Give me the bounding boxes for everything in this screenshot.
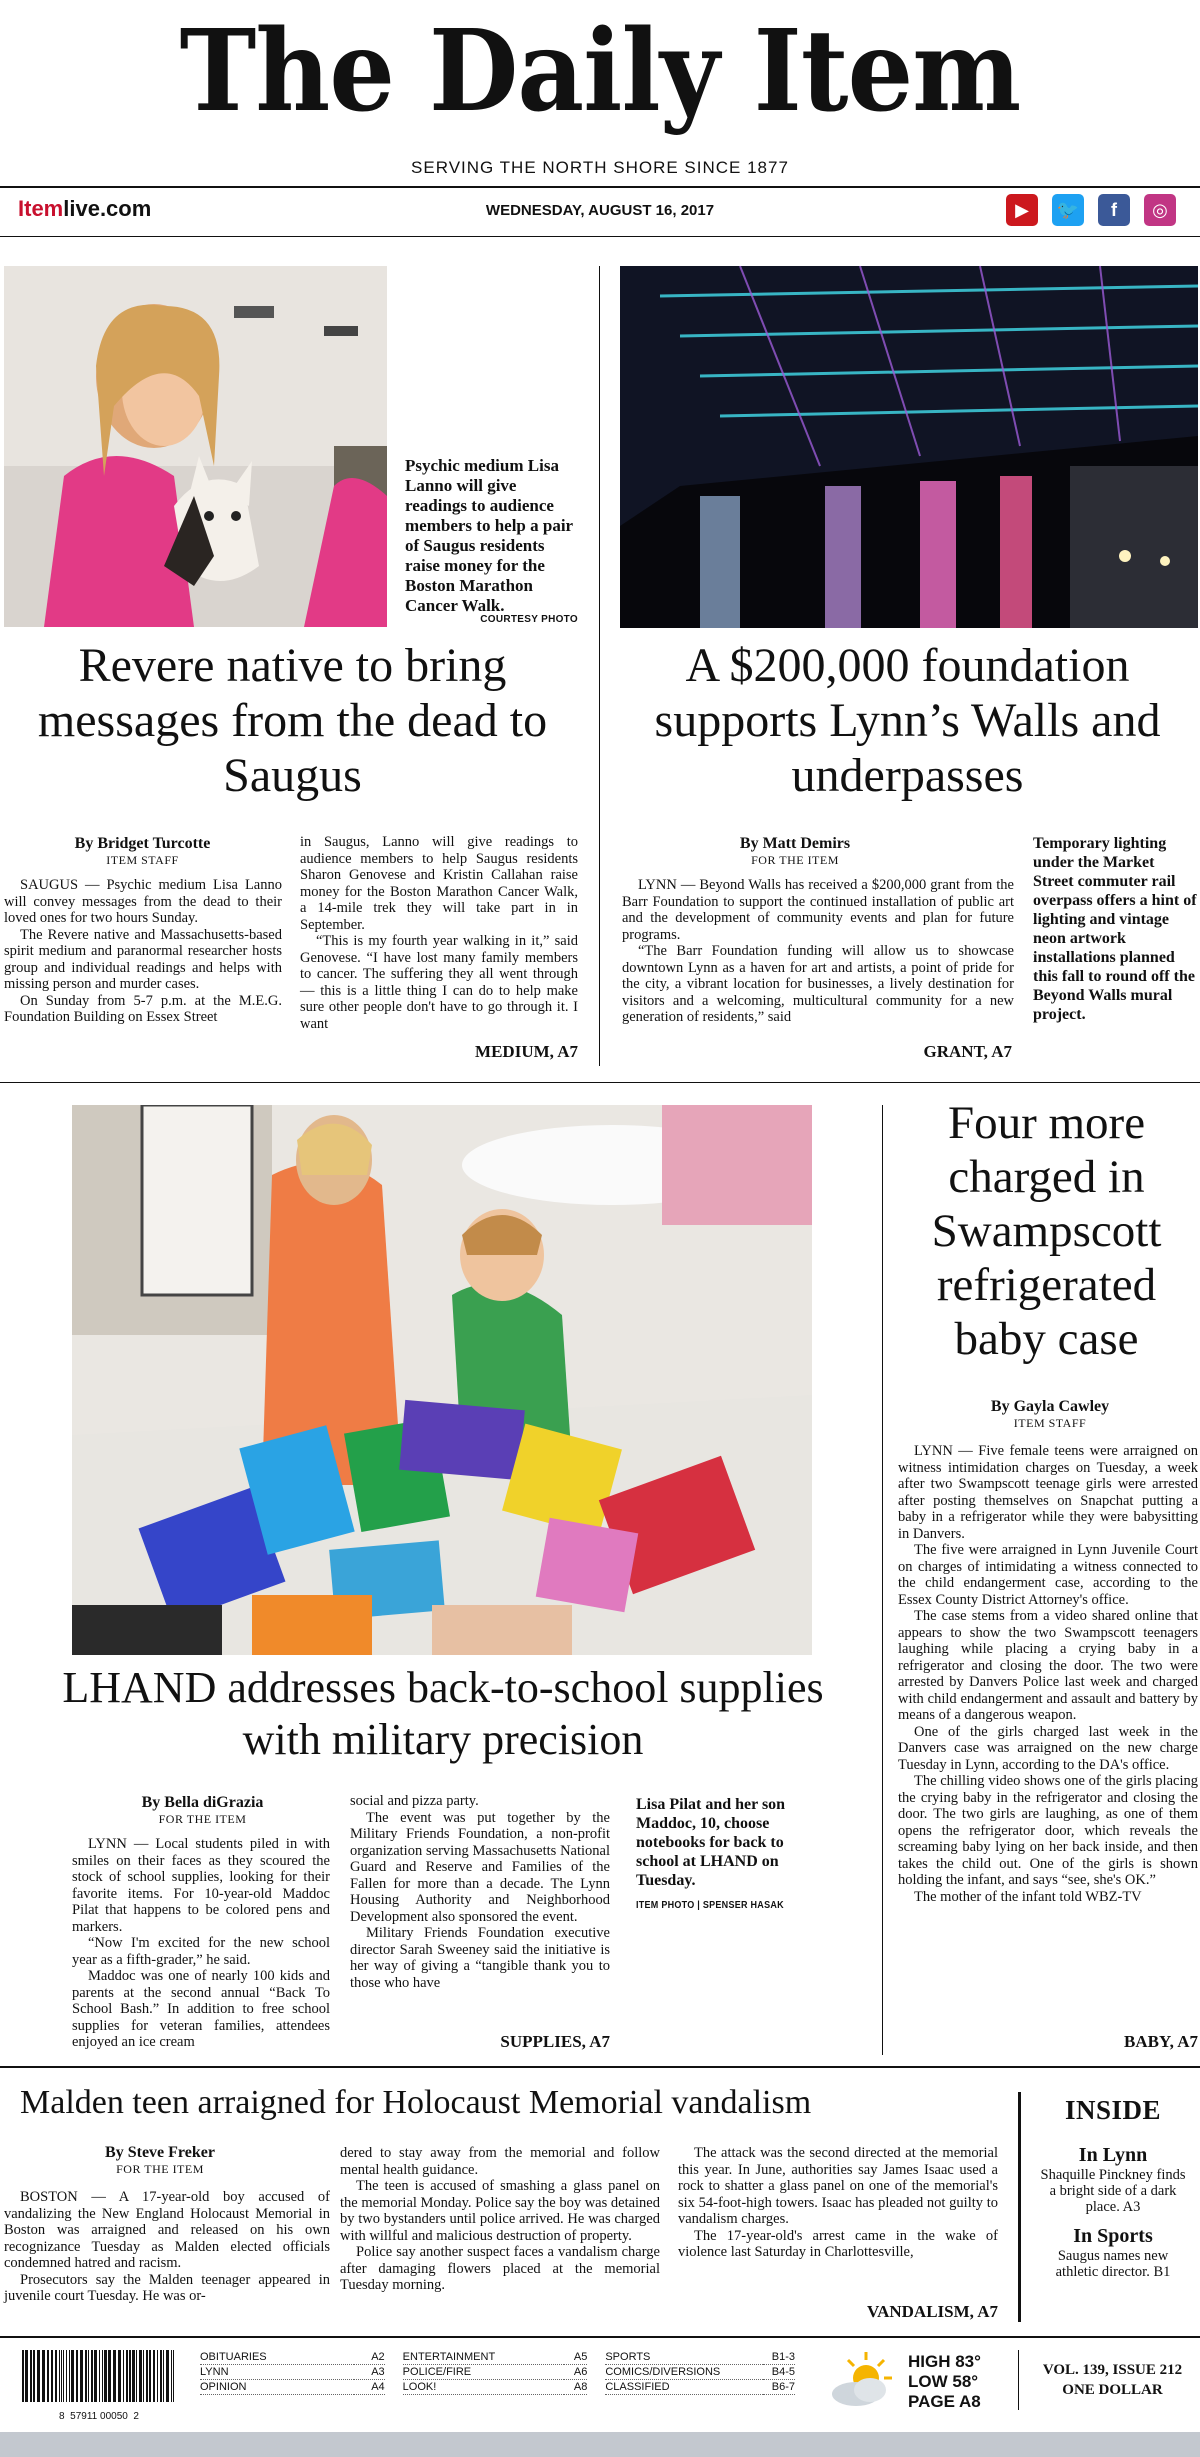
- barcode-bar: [85, 2350, 87, 2402]
- newspaper-title: The Daily Item: [179, 6, 1021, 137]
- barcode-bar: [88, 2350, 89, 2402]
- barcode-bar: [91, 2350, 93, 2402]
- index-entry[interactable]: [200, 2365, 385, 2380]
- paragraph: The 17-year-old's arrest came in the wake of violence last Saturday in Charlottesville,: [678, 2227, 998, 2260]
- barcode-bar: [69, 2350, 70, 2402]
- author-role: FOR THE ITEM: [751, 853, 839, 867]
- index-label: ENTERTAINMENT: [403, 2350, 564, 2365]
- author-name: By Gayla Cawley: [990, 1398, 1110, 1415]
- index-page: A8: [564, 2380, 587, 2395]
- section-rule: [0, 2066, 1200, 2068]
- paragraph: social and pizza party.: [350, 1793, 479, 1809]
- inside-panel: [1030, 2095, 1196, 2280]
- index-entry[interactable]: [403, 2350, 588, 2365]
- author-role: FOR THE ITEM: [116, 2162, 204, 2176]
- swampscott-headline[interactable]: Four more charged in Swampscott refrigerated baby case: [931, 1097, 1162, 1365]
- barcode-bar: [104, 2350, 107, 2402]
- site-suffix: live.com: [63, 196, 152, 221]
- psychic-medium-photo: [4, 266, 387, 627]
- story4-body: [898, 1443, 1198, 1905]
- dateline: WEDNESDAY, AUGUST 16, 2017: [485, 202, 715, 219]
- paragraph: dered to stay away from the memorial and follow mental health guidance.: [340, 2145, 660, 2178]
- index-page: A6: [564, 2365, 587, 2380]
- barcode-image: [20, 2350, 178, 2406]
- price: ONE DOLLAR: [1062, 2382, 1163, 2398]
- inside-divider: [1018, 2092, 1021, 2322]
- index-label: LYNN: [200, 2365, 354, 2380]
- paragraph: On Sunday from 5-7 p.m. at the M.E.G. Foundation Building on Essex Street: [4, 992, 282, 1025]
- weather-high: HIGH 83°: [908, 2352, 981, 2371]
- grant-jump-link[interactable]: GRANT, A7: [923, 1042, 1012, 1061]
- facebook-icon[interactable]: f: [1098, 194, 1130, 226]
- paragraph: The chilling video shows one of the girls placing the crying baby in the refrigerator and closing the door. The two girls are laughing, as one of them opens the refrigerator door, which reveals the screaming baby lying on her back inside, and then takes the child out. One of the girls is shown holding the infant, and says “see, she's OK.”: [898, 1773, 1198, 1888]
- inside-section-lynn[interactable]: In Lynn: [1078, 2144, 1148, 2166]
- barcode-bar: [146, 2350, 148, 2402]
- author-role: ITEM STAFF: [1013, 1416, 1087, 1430]
- barcode-bar: [94, 2350, 97, 2402]
- story1-column-2: [300, 834, 578, 1032]
- author-role: FOR THE ITEM: [158, 1812, 247, 1826]
- index-entry[interactable]: [605, 2365, 795, 2380]
- index-column: [200, 2350, 385, 2395]
- lhand-headline[interactable]: LHAND addresses back-to-school supplies with military precision: [62, 1663, 824, 1764]
- barcode-bar: [173, 2350, 174, 2402]
- paragraph: The five were arraigned in Lynn Juvenile Court on charges of intimidating a witness connected to the child endangerment case, according to the Essex County District Attorney's office.: [898, 1542, 1198, 1608]
- supplies-photo-credit: ITEM PHOTO | SPENSER HASAK: [636, 1900, 784, 1911]
- index-page: A2: [354, 2350, 385, 2365]
- psychic-photo-credit: COURTESY PHOTO: [480, 614, 578, 625]
- foundation-headline[interactable]: A $200,000 foundation supports Lynn’s Walls and underpasses: [654, 639, 1161, 802]
- barcode-bar: [123, 2350, 124, 2402]
- index-label: POLICE/FIRE: [403, 2365, 564, 2380]
- story3-column-2: [350, 1793, 610, 1991]
- author-role: ITEM STAFF: [106, 853, 179, 867]
- barcode: [20, 2350, 178, 2422]
- barcode-bar: [126, 2350, 128, 2402]
- story4-byline: [900, 1398, 1200, 1432]
- story2-byline: [640, 835, 950, 869]
- instagram-icon[interactable]: ◎: [1144, 194, 1176, 226]
- malden-headline[interactable]: Malden teen arraigned for Holocaust Memorial vandalism: [20, 2084, 812, 2121]
- paragraph: The attack was the second directed at the memorial this year. In June, authorities say James Isaac used a rock to shatter a glass panel on one of the memorial's six 54-foot-high towers. Isaac has pleaded not guilty to vandalism charges.: [678, 2145, 998, 2227]
- paragraph: in Saugus, Lanno will give readings to audience members to help Saugus residents Sharon Genovese and Kristin Callahan raise money for the Boston Marathon Cancer Walk, a 14-mile trek they will take part in in September.: [300, 834, 578, 933]
- weather-page[interactable]: PAGE A8: [908, 2392, 981, 2411]
- barcode-bar: [47, 2350, 49, 2402]
- paragraph: Police say another suspect faces a vandalism charge after damaging flowers placed at the memorial Tuesday morning.: [340, 2244, 660, 2293]
- barcode-bar: [118, 2350, 121, 2402]
- psychic-photo-caption: Psychic medium Lisa Lanno will give readings to audience members to help a pair of Saugus residents raise money for the Boston Marathon Cancer Walk.: [405, 456, 573, 615]
- index-label: OPINION: [200, 2380, 354, 2395]
- masthead-rule-bottom: [0, 236, 1200, 237]
- index-label: LOOK!: [403, 2380, 564, 2395]
- barcode-bar: [22, 2350, 24, 2402]
- index-page: A5: [564, 2350, 587, 2365]
- paragraph: Prosecutors say the Malden teenager appeared in juvenile court Tuesday. He was or-: [4, 2271, 330, 2304]
- twitter-icon[interactable]: 🐦: [1052, 194, 1084, 226]
- barcode-bar: [76, 2350, 78, 2402]
- underpass-lighting-photo: [620, 266, 1198, 628]
- barcode-bar: [113, 2350, 116, 2402]
- paragraph: “The Barr Foundation funding will allow us to showcase downtown Lynn as a haven for art and artists, a point of pride for the city, a vibrant location for businesses, a lively destination for visitors and a welcoming, multicultural community for a new generation of residents,” said: [622, 943, 1014, 1025]
- barcode-bar: [37, 2350, 40, 2402]
- inside-section-sports[interactable]: In Sports: [1073, 2225, 1153, 2247]
- barcode-bar: [157, 2350, 158, 2402]
- barcode-bar: [33, 2350, 35, 2402]
- story1-byline: [10, 835, 275, 869]
- weather-low: LOW 58°: [908, 2372, 979, 2391]
- story2-body: [622, 877, 1014, 1026]
- index-page: A4: [354, 2380, 385, 2395]
- barcode-bar: [108, 2350, 111, 2402]
- story5-column-1: [4, 2189, 330, 2305]
- barcode-bar: [153, 2350, 155, 2402]
- paragraph: The case stems from a video shared online that appears to show the two Swampscott teenagers laughing while placing a crying baby in a refrigerator and closing the door. The two were arrested by Danvers Police last week and charged with child endangerment and assault and battery by means of a dangerous weapon.: [898, 1608, 1198, 1723]
- index-column: [605, 2350, 795, 2395]
- barcode-number: 8 57911 00050 2: [59, 2411, 139, 2422]
- medium-jump-link[interactable]: MEDIUM, A7: [475, 1042, 578, 1061]
- barcode-bar: [139, 2350, 142, 2402]
- barcode-bar: [136, 2350, 137, 2402]
- index-entry[interactable]: [403, 2380, 588, 2395]
- barcode-bar: [25, 2350, 28, 2402]
- paragraph: Military Friends Foundation executive director Sarah Sweeney said the initiative is her way of giving a “tangible thank you to those who have: [350, 1925, 610, 1991]
- paragraph: The event was put together by the Military Friends Foundation, a non-profit organization serving Massachusetts National Guard and Reserve and Families of the Fallen for more than a decade. The Lynn Housing Authority and Neighborhood Development also sponsored the event.: [350, 1809, 610, 1925]
- masthead-rule-top: [0, 186, 1200, 188]
- page-index: [200, 2350, 795, 2395]
- underpass-photo-caption: Temporary lighting under the Market Street commuter rail overpass offers a hint of lighting and vintage neon artwork installations planned this fall to round off the Beyond Walls mural project.: [1033, 835, 1197, 1023]
- inside-teaser-sports: Saugus names new athletic director. B1: [1055, 2248, 1171, 2280]
- barcode-bar: [61, 2350, 62, 2402]
- story3-column-1: [72, 1836, 330, 2051]
- supplies-jump-link[interactable]: SUPPLIES, A7: [500, 2032, 610, 2051]
- barcode-bar: [42, 2350, 45, 2402]
- paragraph: LYNN — Local students piled in with smiles on their faces as they scoured the stock of school supplies, looking for their favorite items. For 10-year-old Maddoc Pilat that happens to be colored pens and markers.: [72, 1836, 330, 1935]
- paragraph: “This is my fourth year walking in it,” said Genovese. “I have lost many family members to cancer. The suffering they all went through — this is a little thing I can do to help make sure other people don't have to go through it. I want: [300, 933, 578, 1032]
- index-entry[interactable]: [403, 2365, 588, 2380]
- paragraph: “Now I'm excited for the new school year as a fifth-grader,” he said.: [72, 1935, 330, 1968]
- barcode-bar: [149, 2350, 151, 2402]
- school-supplies-photo: [72, 1105, 812, 1655]
- index-page: B6-7: [763, 2380, 795, 2395]
- barcode-bar: [132, 2350, 135, 2402]
- story1-column-1: [4, 877, 282, 1026]
- inside-title: INSIDE: [1064, 2095, 1162, 2125]
- index-entry[interactable]: [200, 2350, 385, 2365]
- paragraph: LYNN — Beyond Walls has received a $200,000 grant from the Barr Foundation to support the continued installation of public art and the development of community events and plan for future programs.: [622, 877, 1014, 943]
- column-divider: [882, 1105, 883, 2055]
- index-column: [403, 2350, 588, 2395]
- story3-byline: [75, 1794, 330, 1828]
- supplies-photo-caption: Lisa Pilat and her son Maddoc, 10, choose notebooks for back to school at LHAND on Tuesday.: [636, 1796, 786, 1889]
- barcode-bar: [99, 2350, 100, 2402]
- barcode-bar: [71, 2350, 74, 2402]
- barcode-bar: [129, 2350, 131, 2402]
- paragraph: LYNN — Five female teens were arraigned on witness intimidation charges on Tuesday, a week after two Swampscott teenage girls were arrested after posting themselves on Snapchat putting a baby in a refrigerator while they were babysitting in Danvers.: [898, 1443, 1198, 1542]
- author-name: By Steve Freker: [105, 2144, 215, 2161]
- barcode-bar: [80, 2350, 83, 2402]
- barcode-bar: [102, 2350, 103, 2402]
- index-label: CLASSIFIED: [605, 2380, 763, 2395]
- story5-byline: [30, 2144, 290, 2178]
- author-name: By Bella diGrazia: [141, 1794, 264, 1811]
- paragraph: Maddoc was one of nearly 100 kids and parents at the second annual “Back To School Bash.” In addition to free school supplies for veteran families, attendees enjoyed an ice cream: [72, 1968, 330, 2050]
- barcode-bar: [59, 2350, 60, 2402]
- footer-divider: [1018, 2350, 1019, 2410]
- barcode-bar: [171, 2350, 172, 2402]
- weather-summary: [908, 2352, 1008, 2412]
- index-page: A3: [354, 2365, 385, 2380]
- index-label: OBITUARIES: [200, 2350, 354, 2365]
- paragraph: SAUGUS — Psychic medium Lisa Lanno will convey messages from the dead to their loved ones for two hours Sunday.: [4, 877, 282, 926]
- partly-cloudy-icon: [826, 2350, 896, 2412]
- barcode-bar: [163, 2350, 164, 2402]
- vandalism-jump-link[interactable]: VANDALISM, A7: [867, 2302, 998, 2321]
- youtube-icon[interactable]: ▶: [1006, 194, 1038, 226]
- index-entry[interactable]: [605, 2350, 795, 2365]
- index-page: B1-3: [763, 2350, 795, 2365]
- barcode-bar: [63, 2350, 64, 2402]
- tagline: SERVING THE NORTH SHORE SINCE 1877: [411, 158, 789, 177]
- revere-medium-headline[interactable]: Revere native to bring messages from the dead to Saugus: [37, 639, 548, 802]
- paragraph: The Revere native and Massachusetts-based spirit medium and paranormal researcher hosts group and individual readings and helps with missing person and murder cases.: [4, 926, 282, 992]
- footer-rule: [0, 2336, 1200, 2338]
- volume-issue: VOL. 139, ISSUE 212: [1042, 2362, 1183, 2378]
- paragraph: The teen is accused of smashing a glass panel on the memorial Monday. Police say the boy was detained by two bystanders until police arrived. He was charged with willful and malicious destruction of property.: [340, 2178, 660, 2244]
- section-rule: [0, 1082, 1200, 1083]
- index-entry[interactable]: [605, 2380, 795, 2395]
- paragraph: One of the girls charged last week in the Danvers case was arraigned on the new charge Tuesday in Lynn, according to the DA's office.: [898, 1723, 1198, 1773]
- inside-teaser-lynn: Shaquille Pinckney finds a bright side of a dark place. A3: [1040, 2167, 1186, 2215]
- index-label: COMICS/DIVERSIONS: [605, 2365, 763, 2380]
- index-page: B4-5: [763, 2365, 795, 2380]
- author-name: By Bridget Turcotte: [74, 835, 211, 852]
- barcode-bar: [55, 2350, 57, 2402]
- barcode-bar: [66, 2350, 67, 2402]
- author-name: By Matt Demirs: [739, 835, 851, 852]
- barcode-bar: [51, 2350, 53, 2402]
- site-brand: Item: [18, 196, 64, 221]
- barcode-bar: [160, 2350, 162, 2402]
- baby-jump-link[interactable]: BABY, A7: [1123, 2032, 1198, 2051]
- story5-column-2: [340, 2145, 660, 2294]
- story5-column-3: [678, 2145, 998, 2261]
- index-label: SPORTS: [605, 2350, 763, 2365]
- issue-info: [1030, 2360, 1195, 2400]
- barcode-bar: [166, 2350, 169, 2402]
- column-divider: [599, 266, 600, 1066]
- barcode-bar: [143, 2350, 144, 2402]
- barcode-bar: [30, 2350, 32, 2402]
- bottom-band: [0, 2432, 1200, 2457]
- paragraph: BOSTON — A 17-year-old boy accused of vandalizing the New England Holocaust Memorial in Boston was arraigned and released on his own recognizance Tuesday as Malden elected officials condemned hatred and racism.: [4, 2189, 330, 2271]
- paragraph: The mother of the infant told WBZ-TV: [914, 1888, 1142, 1905]
- index-entry[interactable]: [200, 2380, 385, 2395]
